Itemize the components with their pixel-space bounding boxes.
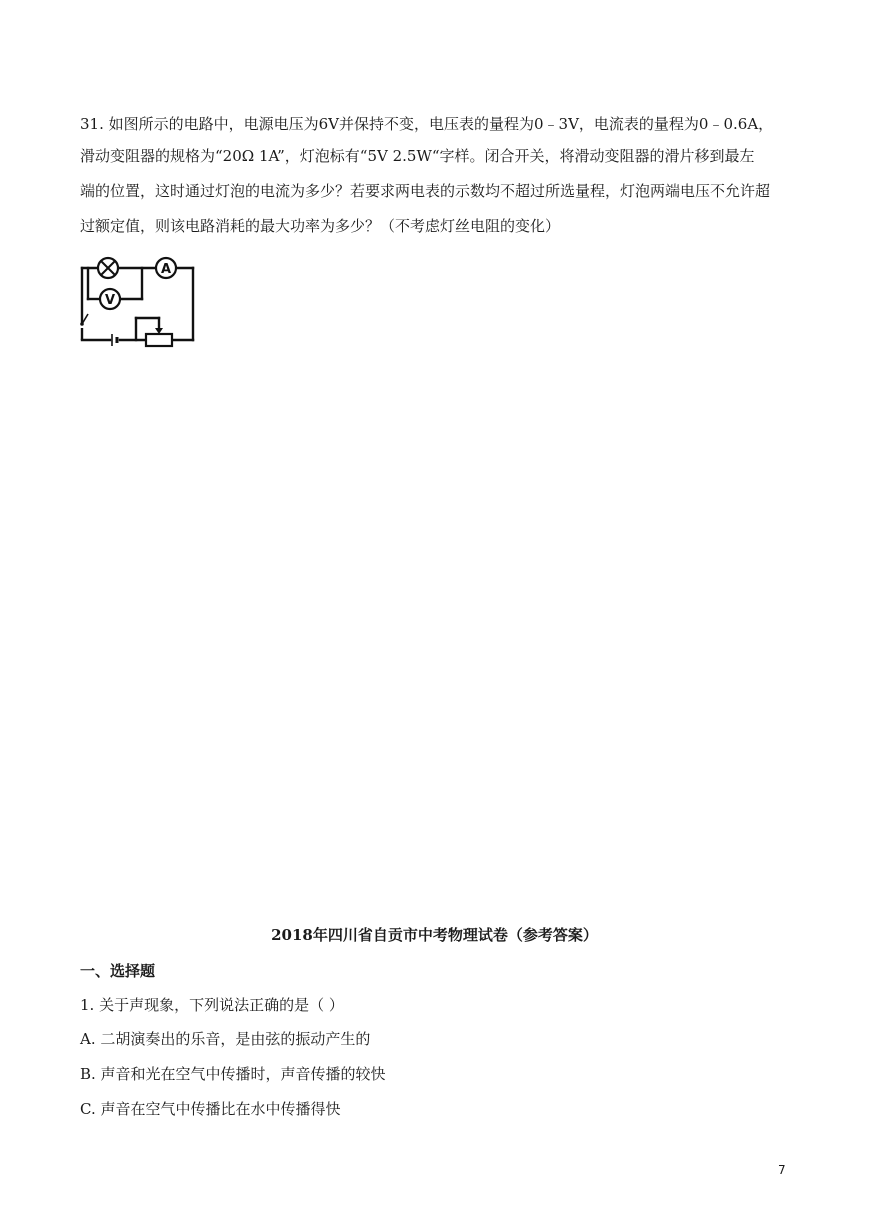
section-heading: 一、选择题	[80, 962, 156, 980]
answer-key-title: 2018年四川省自贡市中考物理试卷（参考答案）	[271, 926, 598, 944]
lamp-symbol	[98, 258, 118, 278]
question-31-line-4: 过额定值，则该电路消耗的最大功率为多少？（不考虑灯丝电阻的变化）	[80, 217, 561, 235]
ammeter-label: A	[160, 262, 172, 277]
option-b: B. 声音和光在空气中传播时，声音传播的较快	[80, 1065, 386, 1083]
question-31-line-3: 端的位置，这时通过灯泡的电流为多少？若要求两电表的示数均不超过所选量程，灯泡两端电压不允许超	[80, 182, 771, 200]
page-number: 7	[778, 1163, 786, 1177]
question-1-stem: 1. 关于声现象，下列说法正确的是（ ）	[80, 996, 344, 1014]
rheostat-symbol	[146, 328, 172, 346]
circuit-diagram	[76, 252, 200, 352]
option-a: A. 二胡演奏出的乐音，是由弦的振动产生的	[80, 1030, 371, 1048]
question-31-line-2: 滑动变阻器的规格为“20Ω 1A”，灯泡标有“5V 2.5W“字样。闭合开关，将滑动变阻器的滑片移到最左	[80, 147, 755, 165]
question-31-line-1: 31. 如图所示的电路中，电源电压为6V并保持不变，电压表的量程为0﹣3V，电流表的量程为0﹣0.6A，	[80, 115, 774, 133]
voltmeter-label: V	[104, 293, 116, 308]
voltmeter-symbol	[100, 289, 120, 309]
battery-symbol	[112, 334, 117, 346]
option-c: C. 声音在空气中传播比在水中传播得快	[80, 1100, 341, 1118]
ammeter-symbol	[156, 258, 176, 278]
